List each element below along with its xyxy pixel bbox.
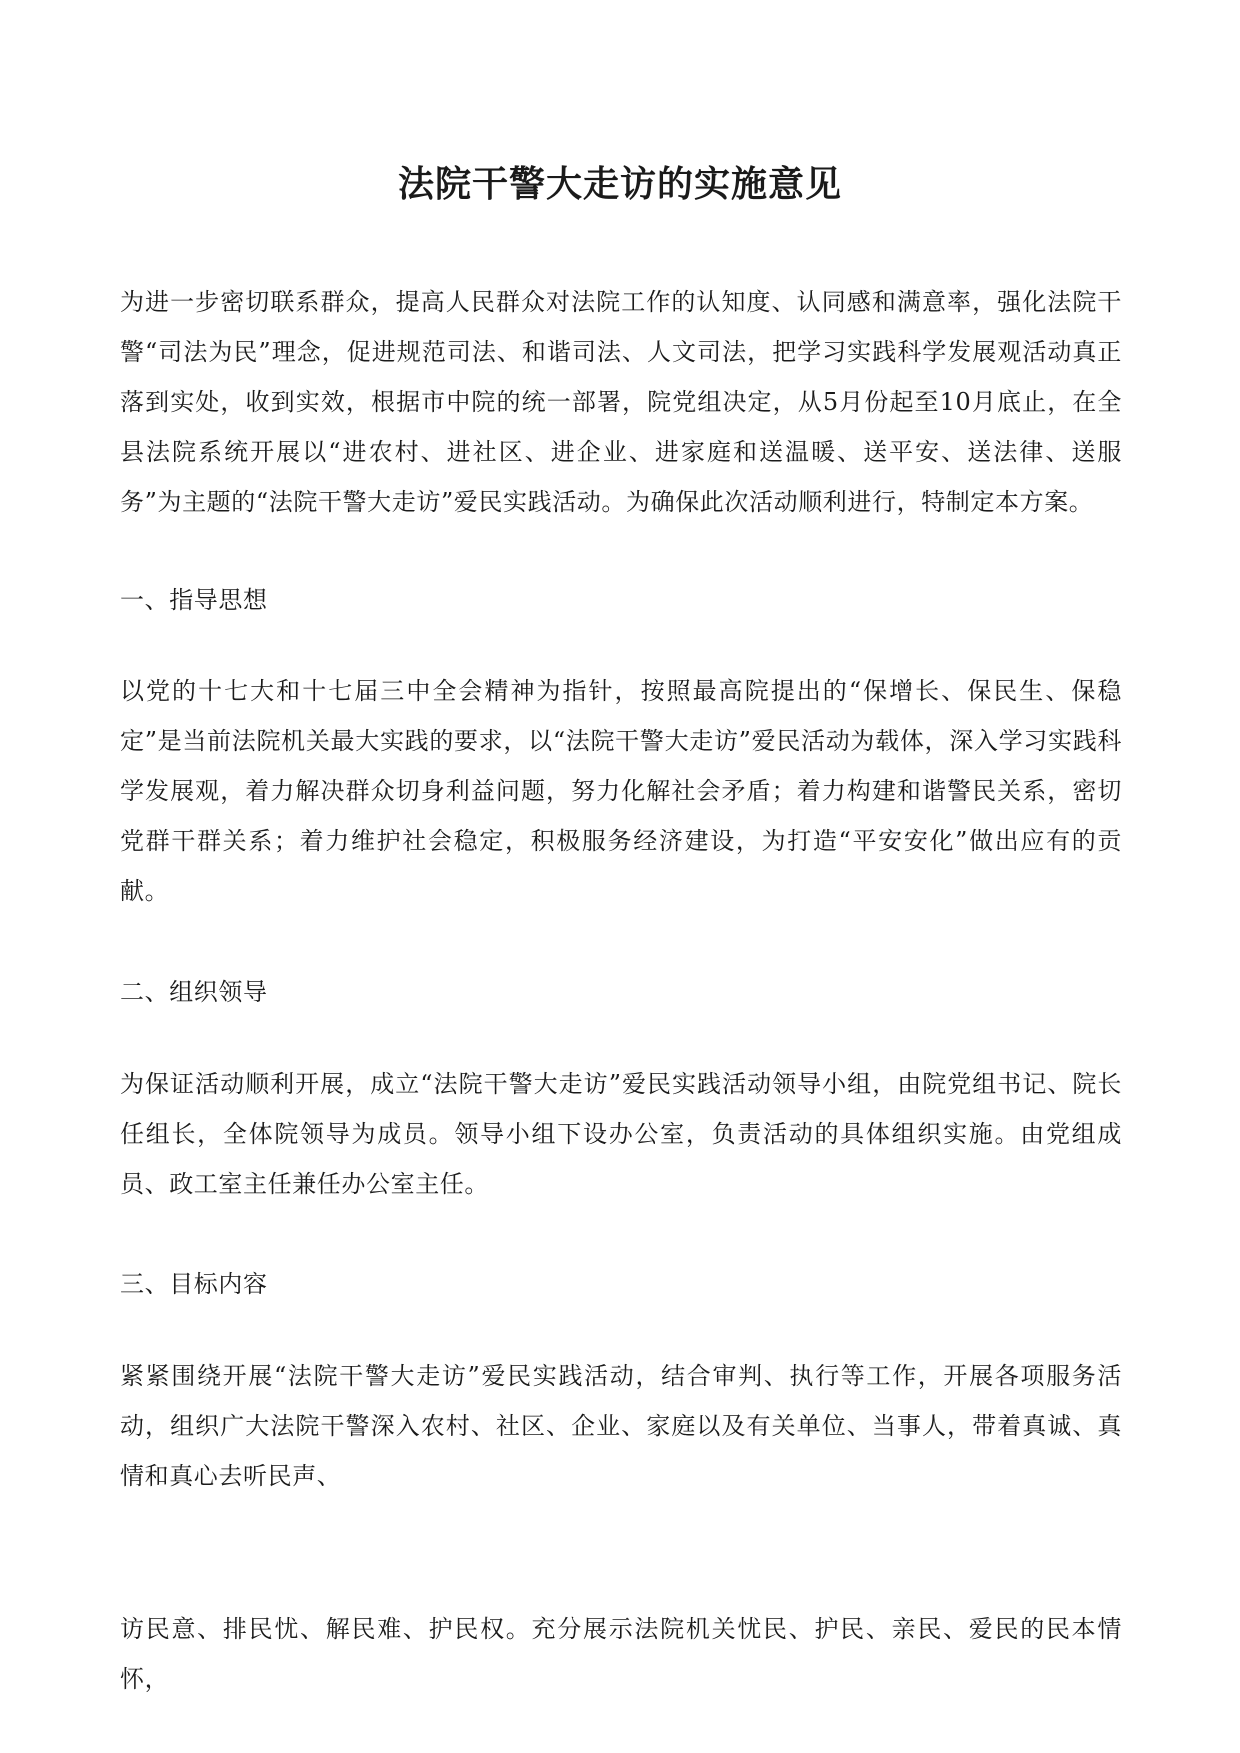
- section-heading-objectives: 三、目标内容: [120, 1270, 268, 1298]
- section-body-objectives: 紧紧围绕开展“法院干警大走访”爱民实践活动，结合审判、执行等工作，开展各项服务活动，组织广大法院干警深入农村、社区、企业、家庭以及有关单位、当事人，带着真诚、真情和真心去听民声、: [120, 1362, 1122, 1490]
- section-heading-organization: 二、组织领导: [120, 978, 268, 1006]
- section-heading-guiding-ideology: 一、指导思想: [120, 586, 268, 614]
- section-body-organization: 为保证活动顺利开展，成立“法院干警大走访”爱民实践活动领导小组，由院党组书记、院长任组长，全体院领导为成员。领导小组下设办公室，负责活动的具体组织实施。由党组成员、政工室主任兼任办公室主任。: [120, 1070, 1122, 1198]
- intro-paragraph: 为进一步密切联系群众，提高人民群众对法院工作的认知度、认同感和满意率，强化法院干警“司法为民”理念，促进规范司法、和谐司法、人文司法，把学习实践科学发展观活动真正落到实处，收到实效，根据市中院的统一部署，院党组决定，从5月份起至10月底止，在全县法院系统开展以“进农村、进社区、进企业、进家庭和送温暖、送平安、送法律、送服务”为主题的“法院干警大走访”爱民实践活动。为确保此次活动顺利进行，特制定本方案。: [120, 288, 1122, 516]
- document-title: 法院干警大走访的实施意见: [397, 163, 842, 205]
- continuation-paragraph: 访民意、排民忧、解民难、护民权。充分展示法院机关忧民、护民、亲民、爱民的民本情怀，: [120, 1615, 1122, 1693]
- section-body-guiding-ideology: 以党的十七大和十七届三中全会精神为指针，按照最高院提出的“保增长、保民生、保稳定”是当前法院机关最大实践的要求，以“法院干警大走访”爱民活动为载体，深入学习实践科学发展观，着力解决群众切身利益问题，努力化解社会矛盾；着力构建和谐警民关系，密切党群干群关系；着力维护社会稳定，积极服务经济建设，为打造“平安安化”做出应有的贡献。: [120, 677, 1122, 905]
